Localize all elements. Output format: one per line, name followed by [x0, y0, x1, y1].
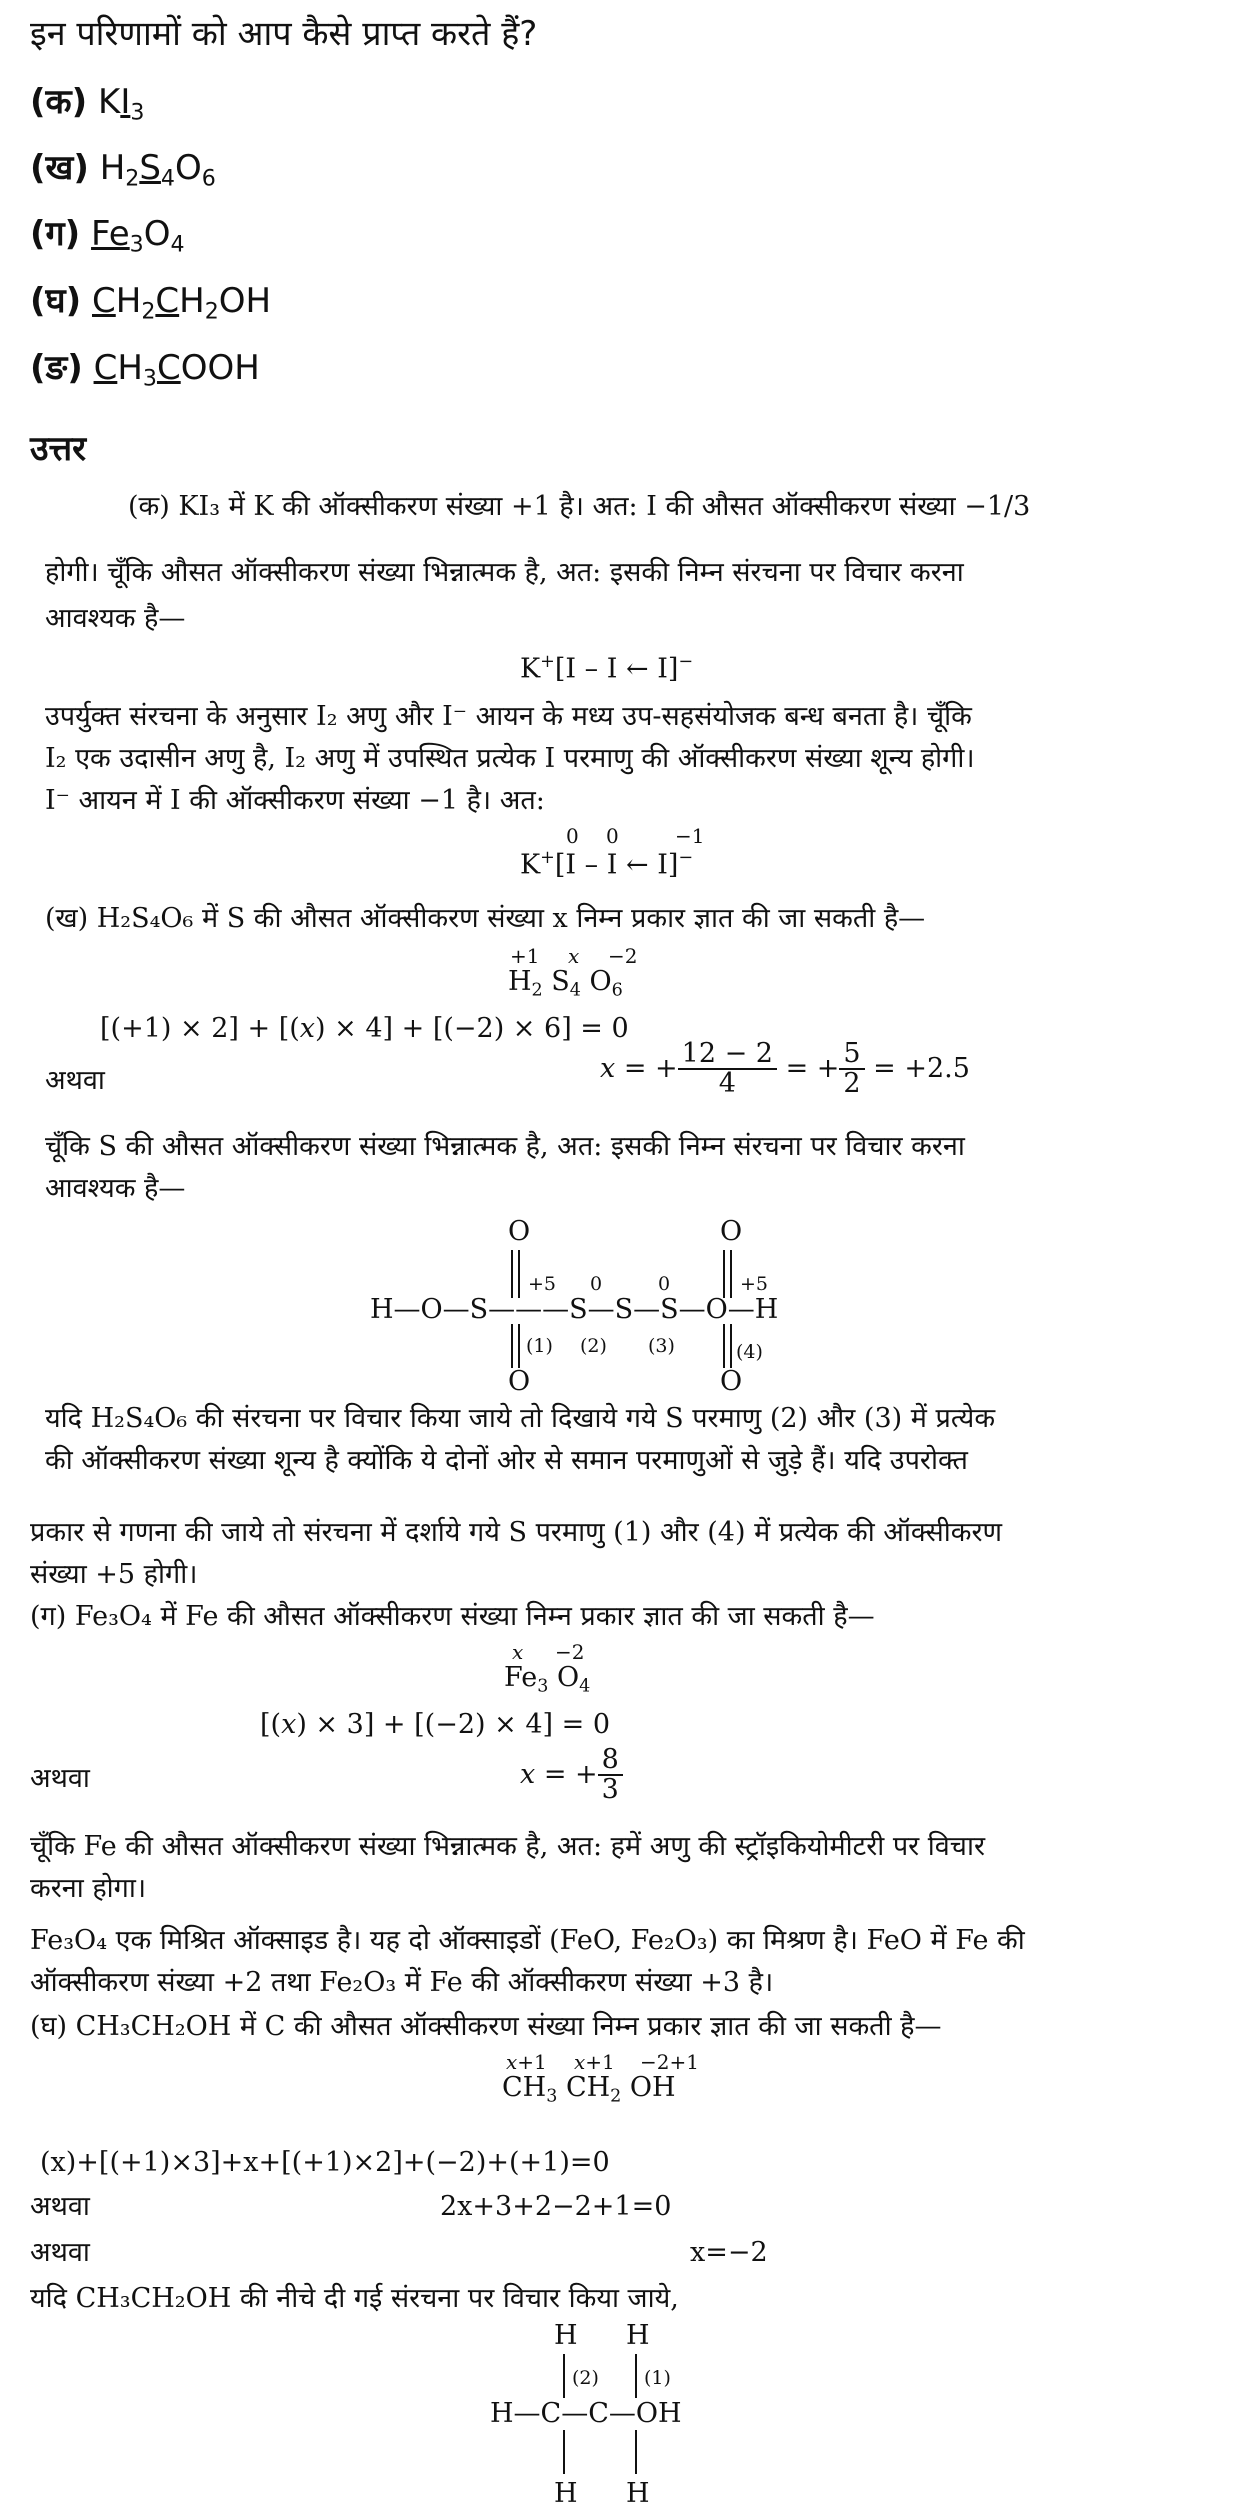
ga-athva: अथवा [30, 1763, 90, 1794]
kha-intro: (ख) H₂S₄O₆ में S की औसत ऑक्सीकरण संख्या x निम्न प्रकार ज्ञात की जा सकती है— [45, 903, 926, 934]
part-ga-label: (ग) [30, 214, 81, 254]
ka-para1: उपर्युक्त संरचना के अनुसार I₂ अणु और I⁻ आयन के मध्य उप-सहसंयोजक बन्ध बनता है। चूँकि [45, 701, 972, 732]
part-gha: (घ) $CH_2CH_2OH$ [30, 281, 272, 325]
svg-text:H: H [626, 2478, 650, 2508]
part-nga: (ङ) $CH_3COOH$ [30, 348, 260, 392]
svg-text:H: H [626, 2320, 650, 2351]
svg-text:O: O [720, 1366, 743, 1397]
gha-para1: यदि CH₃CH₂OH की नीचे दी गई संरचना पर विचार किया जाये, [30, 2283, 679, 2314]
ka-ox-0a: 0 [566, 824, 579, 848]
ka-para2: I₂ एक उदासीन अणु है, I₂ अणु में उपस्थित प्रत्येक I परमाणु की ऑक्सीकरण संख्या शून्य होगी। [45, 743, 975, 774]
svg-text:(1): (1) [526, 1335, 553, 1357]
ka-line3: आवश्यक है— [45, 603, 186, 634]
ka-para3: I⁻ आयन में I की ऑक्सीकरण संख्या −1 है। अत: [45, 785, 545, 816]
svg-text:(4): (4) [736, 1341, 763, 1363]
svg-text:H—O—S———S—S—S—O—H: H—O—S———S—S—S—O—H [370, 1294, 779, 1325]
gha-eq3: x=−2 [690, 2237, 768, 2268]
gha-athva-1: अथवा [30, 2191, 90, 2222]
ka-structure-2: K+[I – I ← I]− [520, 848, 694, 881]
svg-text:O: O [508, 1216, 531, 1247]
ka-line2: होगी। चूँकि औसत ऑक्सीकरण संख्या भिन्नात्मक है, अत: इसकी निम्न संरचना पर विचार करना [45, 557, 964, 588]
ethanol-structure [480, 2318, 780, 2508]
kha-ox-h: +1 [510, 944, 540, 968]
ka-intro: (क) KI₃ में K की ऑक्सीकरण संख्या +1 है। अत: I की औसत ऑक्सीकरण संख्या −1/3 [128, 491, 1031, 522]
part-ga: (ग) $Fe_3O_4$ [30, 214, 185, 258]
svg-text:0: 0 [590, 1273, 603, 1295]
svg-text:H: H [554, 2320, 578, 2351]
svg-text:H—C—C—OH: H—C—C—OH [490, 2398, 682, 2429]
part-kha-label: (ख) [30, 148, 89, 188]
ka-structure-1: K+[I – I ← I]− [520, 652, 694, 685]
svg-text:O: O [508, 1366, 531, 1397]
kha-formula: $H_2$ $S_4$ $O_6$ [508, 966, 623, 1001]
part-ka: (क) $KI_3$ [30, 82, 145, 126]
gha-ox-c1: x+1 [506, 2050, 547, 2074]
ga-formula: $Fe_3$ $O_4$ [504, 1662, 591, 1697]
gha-intro: (घ) CH₃CH₂OH में C की औसत ऑक्सीकरण संख्या निम्न प्रकार ज्ञात की जा सकती है— [30, 2011, 942, 2042]
svg-text:+5: +5 [528, 1273, 557, 1295]
ga-eq1: [(x) × 3] + [(−2) × 4] = 0 [260, 1709, 611, 1740]
svg-text:+5: +5 [740, 1273, 769, 1295]
kha-ox-o: −2 [608, 944, 638, 968]
ga-para2: करना होगा। [30, 1873, 147, 1904]
part-kha: (ख) $H_2S_4O_6$ [30, 148, 216, 192]
kha-para1: चूँकि S की औसत ऑक्सीकरण संख्या भिन्नात्मक है, अत: इसकी निम्न संरचना पर विचार करना [45, 1131, 965, 1162]
svg-text:H: H [554, 2478, 578, 2508]
gha-eq1: (x)+[(+1)×3]+x+[(+1)×2]+(−2)+(+1)=0 [40, 2147, 610, 2178]
gha-ox-c2: x+1 [574, 2050, 615, 2074]
ga-ox-fe: x [512, 1640, 524, 1664]
gha-athva-2: अथवा [30, 2237, 90, 2268]
kha-eq2: x = + $\frac{12 - 2}{4}$ = + $\frac{5}{2}$ = +2.5 [600, 1038, 970, 1100]
svg-text:(2): (2) [580, 1335, 607, 1357]
part-gha-label: (घ) [30, 281, 82, 321]
ga-para4: ऑक्सीकरण संख्या +2 तथा Fe₂O₃ में Fe की ऑक्सीकरण संख्या +3 है। [30, 1967, 774, 1998]
answer-heading: उत्तर [30, 429, 87, 469]
kha-para3: यदि H₂S₄O₆ की संरचना पर विचार किया जाये तो दिखाये गये S परमाणु (2) और (3) में प्रत्येक [45, 1403, 996, 1434]
tetrathionic-acid-structure [360, 1210, 920, 1400]
ga-ox-o: −2 [555, 1640, 585, 1664]
svg-text:0: 0 [658, 1273, 671, 1295]
kha-para5: प्रकार से गणना की जाये तो संरचना में दर्शाये गये S परमाणु (1) और (4) में प्रत्येक की ऑक्सीकरण [30, 1517, 1003, 1548]
kha-eq1: [(+1) × 2] + [(x) × 4] + [(−2) × 6] = 0 [100, 1013, 629, 1044]
kha-para2: आवश्यक है— [45, 1173, 186, 1204]
ga-para1: चूँकि Fe की औसत ऑक्सीकरण संख्या भिन्नात्मक है, अत: हमें अणु की स्ट्रॉइकियोमीटरी पर विचार [30, 1831, 985, 1862]
part-ka-label: (क) [30, 82, 88, 122]
ga-intro: (ग) Fe₃O₄ में Fe की औसत ऑक्सीकरण संख्या निम्न प्रकार ज्ञात की जा सकती है— [30, 1601, 875, 1632]
ka-ox-0b: 0 [606, 824, 619, 848]
ga-eq2: x = + $\frac{8}{3}$ [520, 1746, 623, 1805]
svg-text:(1): (1) [644, 2367, 671, 2389]
part-nga-label: (ङ) [30, 348, 83, 388]
kha-athva: अथवा [45, 1065, 105, 1096]
ka-ox-minus1: −1 [675, 824, 705, 848]
gha-formula: $CH_3$ $CH_2$ OH [502, 2072, 676, 2107]
svg-text:O: O [720, 1216, 743, 1247]
gha-eq2: 2x+3+2−2+1=0 [440, 2191, 672, 2222]
question-title: इन परिणामों को आप कैसे प्राप्त करते हैं? [30, 14, 538, 54]
svg-text:(2): (2) [572, 2367, 599, 2389]
kha-para6: संख्या +5 होगी। [30, 1559, 198, 1590]
kha-ox-s: x [568, 944, 580, 968]
kha-para4: की ऑक्सीकरण संख्या शून्य है क्योंकि ये दोनों ओर से समान परमाणुओं से जुड़े हैं। यदि उपरोक्त [45, 1445, 968, 1476]
gha-ox-oh: −2+1 [640, 2050, 699, 2074]
ga-para3: Fe₃O₄ एक मिश्रित ऑक्साइड है। यह दो ऑक्साइडों (FeO, Fe₂O₃) का मिश्रण है। FeO में Fe की [30, 1925, 1025, 1956]
svg-text:(3): (3) [648, 1335, 675, 1357]
